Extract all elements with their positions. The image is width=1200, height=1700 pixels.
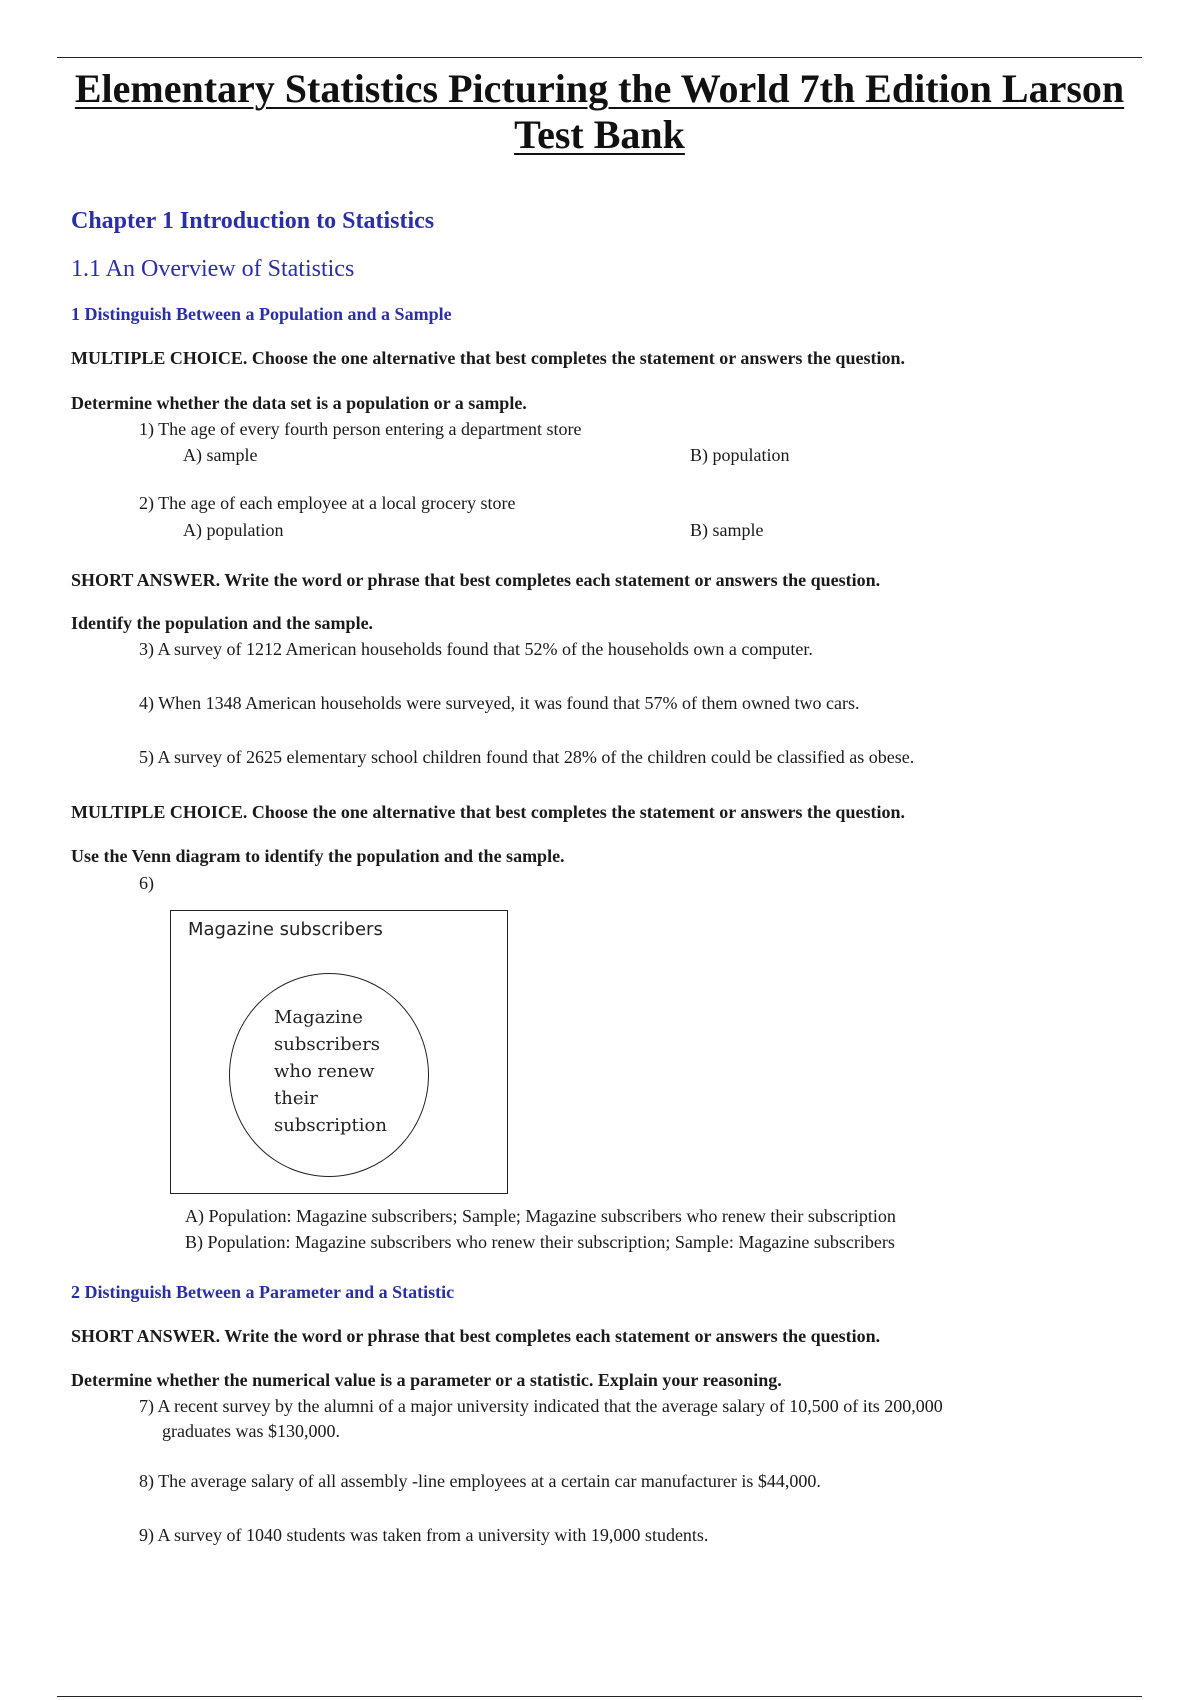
- question-direction: Identify the population and the sample.: [71, 613, 374, 633]
- question-6-option-b: B) Population: Magazine subscribers who renew their subscription; Sample: Magazine subscribers: [185, 1232, 895, 1252]
- question-9: 9) A survey of 1040 students was taken from a university with 19,000 students.: [139, 1525, 709, 1545]
- question-2: 2) The age of each employee at a local grocery store: [139, 493, 516, 513]
- top-rule: [57, 57, 1142, 58]
- venn-diagram: [170, 910, 508, 1194]
- venn-inner-circle: [229, 973, 429, 1177]
- multiple-choice-instruction: MULTIPLE CHOICE. Choose the one alternative that best completes the statement or answers the question.: [71, 348, 905, 368]
- question-1: 1) The age of every fourth person entering a department store: [139, 419, 582, 439]
- question-2-option-a: A) population: [183, 520, 284, 540]
- question-2-option-b: B) sample: [690, 520, 764, 540]
- bottom-rule: [57, 1696, 1142, 1697]
- title-line-1: Elementary Statistics Picturing the World 7th Edition Larson: [74, 66, 1125, 111]
- title-line-2: Test Bank: [514, 112, 685, 157]
- question-4: 4) When 1348 American households were surveyed, it was found that 57% of them owned two cars.: [139, 693, 860, 713]
- question-7-line-1: 7) A recent survey by the alumni of a major university indicated that the average salary of 10,500 of its 200,000: [139, 1396, 943, 1416]
- question-direction: Use the Venn diagram to identify the population and the sample.: [71, 846, 565, 866]
- objective-heading-2: 2 Distinguish Between a Parameter and a Statistic: [71, 1282, 455, 1302]
- question-3: 3) A survey of 1212 American households found that 52% of the households own a computer.: [139, 639, 813, 659]
- question-1-option-a: A) sample: [183, 445, 258, 465]
- objective-heading-1: 1 Distinguish Between a Population and a Sample: [71, 304, 452, 324]
- question-direction: Determine whether the numerical value is a parameter or a statistic. Explain your reasoning.: [71, 1370, 782, 1390]
- short-answer-instruction: SHORT ANSWER. Write the word or phrase that best completes each statement or answers the question.: [71, 1326, 881, 1346]
- multiple-choice-instruction: MULTIPLE CHOICE. Choose the one alternative that best completes the statement or answers the question.: [71, 802, 905, 822]
- short-answer-instruction: SHORT ANSWER. Write the word or phrase that best completes each statement or answers the question.: [71, 570, 881, 590]
- venn-outer-label: Magazine subscribers: [188, 919, 383, 940]
- question-direction: Determine whether the data set is a population or a sample.: [71, 393, 527, 413]
- question-5: 5) A survey of 2625 elementary school children found that 28% of the children could be classified as obese.: [139, 747, 915, 767]
- venn-inner-label: Magazine subscribers who renew their subscription: [274, 1007, 387, 1136]
- question-1-option-b: B) population: [690, 445, 790, 465]
- question-8: 8) The average salary of all assembly -line employees at a certain car manufacturer is $44,000.: [139, 1471, 821, 1491]
- page-title: [57, 66, 1142, 158]
- question-6-number: 6): [139, 873, 154, 893]
- question-6-option-a: A) Population: Magazine subscribers; Sample; Magazine subscribers who renew their subscription: [185, 1206, 896, 1226]
- question-7-line-2: graduates was $130,000.: [162, 1421, 340, 1441]
- chapter-heading: Chapter 1 Introduction to Statistics: [71, 208, 435, 234]
- section-heading: 1.1 An Overview of Statistics: [71, 256, 355, 282]
